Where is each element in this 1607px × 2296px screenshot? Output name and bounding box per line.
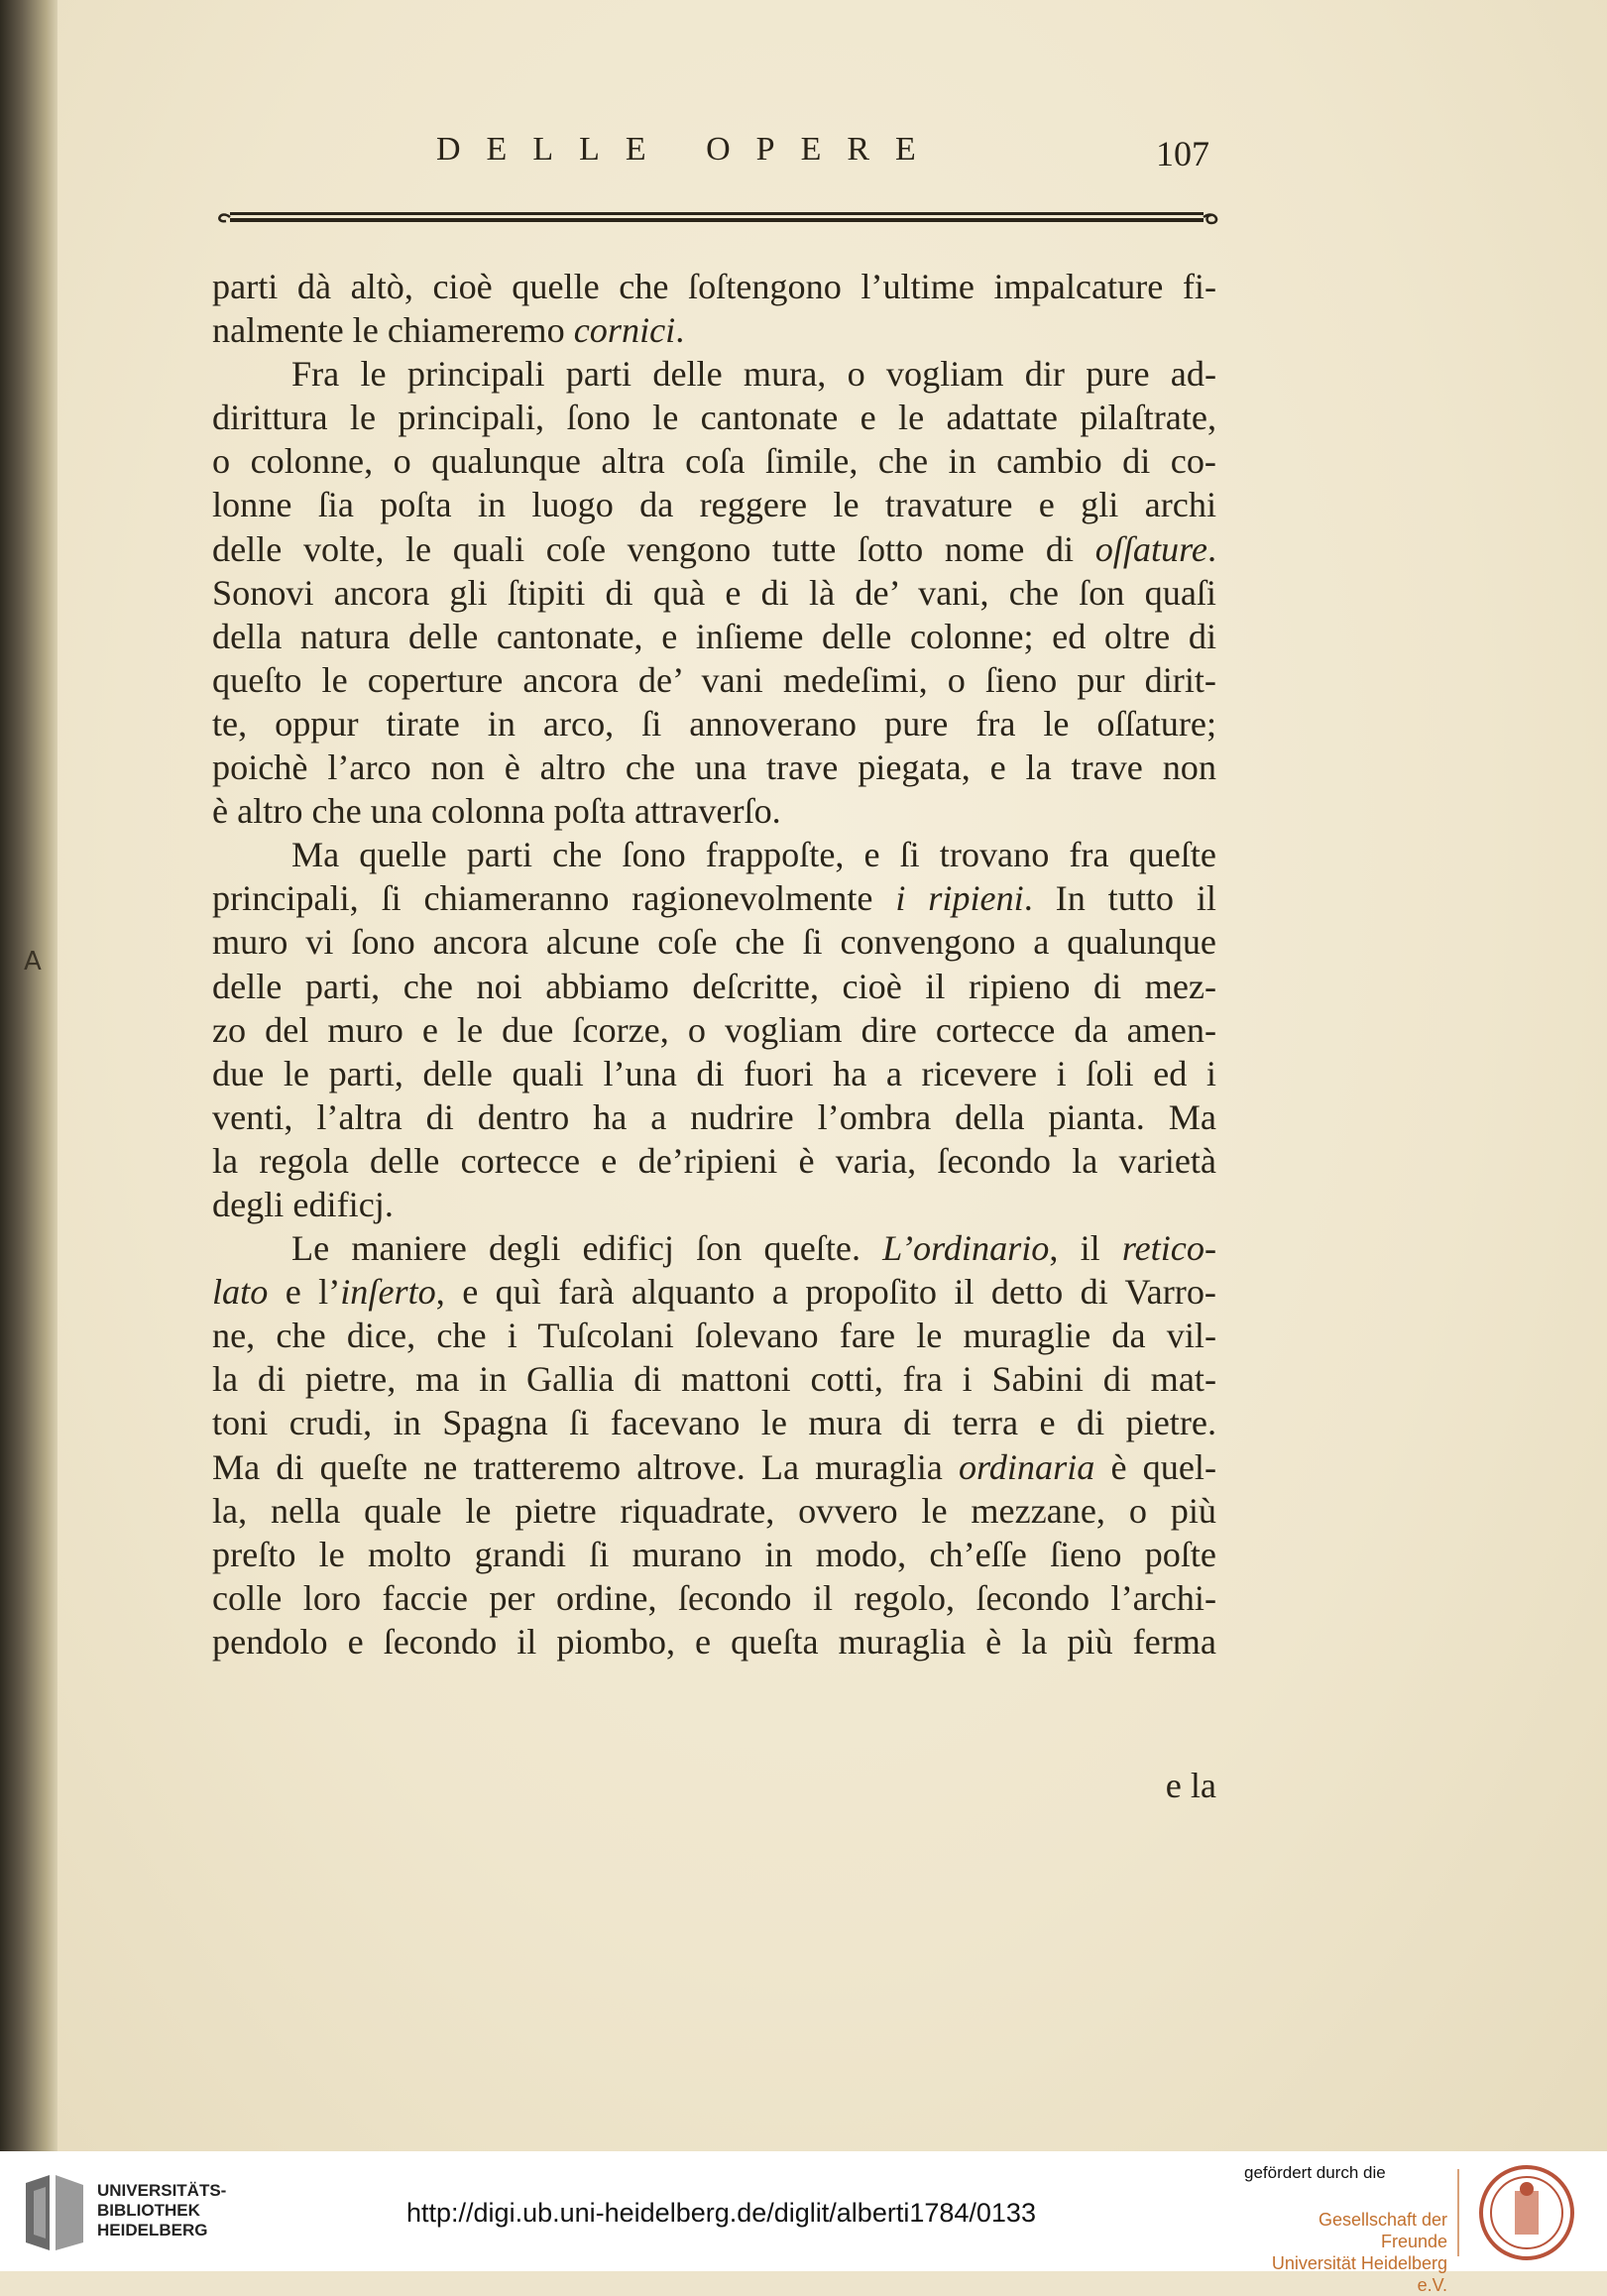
library-name-line: UNIVERSITÄTS- xyxy=(97,2181,227,2200)
text-line xyxy=(212,920,1216,964)
text-segment: degli edificj. xyxy=(212,1184,394,1224)
text-line xyxy=(212,1226,1216,1270)
text-segment: . xyxy=(1206,528,1216,569)
library-name xyxy=(97,2181,226,2240)
text-line xyxy=(212,1095,1216,1139)
text-segment: . In tutto il xyxy=(1023,878,1216,919)
text-segment: nalmente le chiameremo xyxy=(212,310,574,351)
text-segment: principali, ſi chiameranno ragionevolmente xyxy=(212,878,896,919)
text-line xyxy=(212,1401,1216,1444)
text-segment: preſto le molto grandi ſi murano in modo, ch’eſſe ſieno poſte xyxy=(212,1534,1216,1574)
text-line xyxy=(212,876,1216,920)
text-line xyxy=(212,352,1216,396)
text-segment: la, nella quale le pietre riquadrate, ovvero le mezzane, o più xyxy=(212,1490,1216,1531)
text-line xyxy=(212,615,1216,658)
text-segment: te, oppur tirate in arco, ſi annoverano pure fra le oſſature; xyxy=(212,703,1216,744)
text-line xyxy=(212,833,1216,876)
text-segment: è altro che una colonna poſta attraverſo. xyxy=(212,791,781,832)
text-segment: pendolo e ſecondo il piombo, e queſta muraglia è la più ferma xyxy=(212,1621,1216,1662)
text-segment: venti, l’altra di dentro ha a nudrire l’ombra della pianta. Ma xyxy=(212,1096,1216,1137)
text-segment: toni crudi, in Spagna ſi facevano le mura di terra e di pietre. xyxy=(212,1403,1216,1443)
italic-term: lato xyxy=(212,1272,269,1313)
text-segment: lonne ſia poſta in luogo da reggere le travature e gli archi xyxy=(212,485,1216,525)
text-line xyxy=(212,658,1216,702)
text-line xyxy=(212,265,1216,308)
text-line xyxy=(212,439,1216,483)
text-segment: due le parti, delle quali l’una di fuori ha a ricevere i ſoli ed i xyxy=(212,1053,1216,1093)
text-line xyxy=(212,746,1216,789)
text-line xyxy=(212,1445,1216,1489)
italic-term: i ripieni xyxy=(895,878,1024,919)
text-segment: zo del muro e le due ſcorze, o vogliam dire cortecce da amen- xyxy=(212,1009,1216,1050)
text-line xyxy=(212,702,1216,746)
text-line xyxy=(212,1620,1216,1664)
text-segment: delle volte, le quali coſe vengono tutte ſotto nome di xyxy=(212,528,1095,569)
text-segment: ne, che dice, che i Tuſcolani ſolevano fare le muraglie da vil- xyxy=(212,1316,1216,1356)
society-name-line: Gesellschaft der Freunde xyxy=(1318,2210,1447,2251)
text-segment: muro vi ſono ancora alcune coſe che ſi convengono a qualunque xyxy=(212,922,1216,963)
text-segment: colle loro faccie per ordine, ſecondo il regolo, ſecondo l’archi- xyxy=(212,1577,1216,1618)
italic-term: retico- xyxy=(1121,1228,1216,1269)
text-line xyxy=(212,1008,1216,1052)
society-seal-icon xyxy=(1477,2163,1576,2262)
library-logo-icon xyxy=(20,2173,89,2252)
book-binding-edge xyxy=(0,0,57,2151)
text-segment: la di pietre, ma in Gallia di mattoni cotti, fra i Sabini di mat- xyxy=(212,1359,1216,1400)
running-title: DELLE OPERE xyxy=(436,131,942,168)
text-line xyxy=(212,527,1216,571)
text-segment: Fra le principali parti delle mura, o vogliam dir pure ad- xyxy=(291,354,1216,395)
text-line xyxy=(212,1052,1216,1095)
margin-mark: A xyxy=(24,947,42,976)
italic-term: cornici xyxy=(573,310,676,351)
text-segment: della natura delle cantonate, e inſieme delle colonne; ed oltre di xyxy=(212,616,1216,656)
text-segment: o colonne, o qualunque altra coſa ſimile, che in cambio di co- xyxy=(212,441,1216,482)
text-line xyxy=(212,789,1216,833)
text-segment: dirittura le principali, ſono le cantonate e le adattate pilaſtrate, xyxy=(212,398,1216,438)
catchword: e la xyxy=(1165,1766,1216,1805)
footer-bar xyxy=(0,2151,1607,2295)
library-name-line: BIBLIOTHEK xyxy=(97,2201,200,2220)
text-segment: e l’ xyxy=(268,1272,341,1313)
text-line xyxy=(212,483,1216,526)
text-line xyxy=(212,1489,1216,1533)
text-line xyxy=(212,1357,1216,1401)
ornamental-rule xyxy=(216,203,1222,231)
catchword-block xyxy=(212,1764,1216,1807)
text-segment: , il xyxy=(1049,1228,1122,1269)
society-name xyxy=(1249,2209,1447,2296)
italic-term: ordinaria xyxy=(958,1446,1095,1487)
text-segment: poichè l’arco non è altro che una trave piegata, e la trave non xyxy=(212,747,1216,788)
funded-by-label: gefördert durch die xyxy=(1244,2163,1386,2182)
text-line xyxy=(212,396,1216,439)
body-text xyxy=(212,265,1216,1664)
text-segment: la regola delle cortecce e de’ripieni è varia, ſecondo la varietà xyxy=(212,1140,1216,1181)
text-segment: parti dà altò, cioè quelle che ſoſtengono l’ultime impalcature fi- xyxy=(212,267,1216,306)
text-segment: delle parti, che noi abbiamo deſcritte, cioè il ripieno di mez- xyxy=(212,966,1216,1006)
text-segment: , e quì farà alquanto a propoſito il detto di Varro- xyxy=(435,1272,1216,1313)
text-segment: Ma di queſte ne tratteremo altrove. La muraglia xyxy=(212,1446,959,1487)
text-line xyxy=(212,965,1216,1008)
text-segment: Le maniere degli edificj ſon queſte. xyxy=(291,1228,883,1269)
text-segment: è quel- xyxy=(1094,1446,1217,1487)
italic-term: L’ordinario xyxy=(882,1228,1050,1269)
italic-term: inſerto xyxy=(340,1272,436,1313)
text-line xyxy=(212,1314,1216,1357)
text-line xyxy=(212,1576,1216,1620)
society-name-line: Universität Heidelberg e.V. xyxy=(1271,2253,1447,2295)
text-segment: Sonovi ancora gli ſtipiti di quà e di là de’ vani, che ſon quaſi xyxy=(212,572,1216,613)
text-segment: Ma quelle parti che ſono frappoſte, e ſi trovano fra queſte xyxy=(291,835,1216,875)
page-number: 107 xyxy=(1156,134,1209,173)
text-segment: . xyxy=(675,310,685,351)
text-line xyxy=(212,1183,1216,1226)
library-name-line: HEIDELBERG xyxy=(97,2221,208,2239)
footer-divider xyxy=(1457,2169,1459,2256)
text-line xyxy=(212,1533,1216,1576)
italic-term: oſſature xyxy=(1094,528,1207,569)
text-segment: queſto le coperture ancora de’ vani medeſimi, o ſieno pur dirit- xyxy=(212,659,1216,700)
text-line xyxy=(212,1139,1216,1183)
text-line xyxy=(212,308,1216,352)
text-line xyxy=(212,1270,1216,1314)
text-line xyxy=(212,571,1216,615)
permalink-url[interactable]: http://digi.ub.uni-heidelberg.de/diglit/alberti1784/0133 xyxy=(406,2198,1036,2228)
